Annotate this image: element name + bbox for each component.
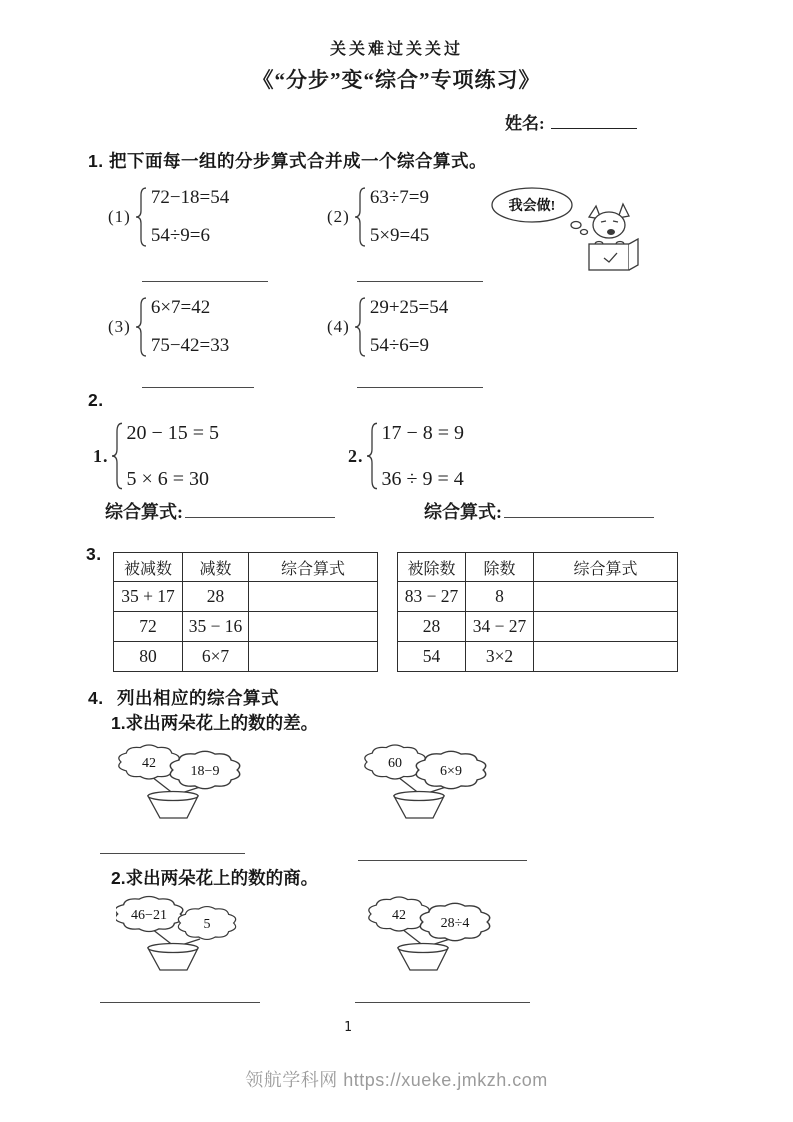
q2-answer-row-1	[105, 498, 335, 524]
cell: 80	[114, 642, 183, 672]
q2-item-1	[93, 421, 219, 491]
brace-icon	[353, 186, 367, 248]
table-header-row	[398, 553, 678, 582]
name-label: 姓名:	[505, 114, 545, 133]
flower-value: 42	[392, 908, 406, 923]
group-label: (4)	[327, 317, 350, 336]
cell-blank	[534, 642, 678, 672]
answer-blank-line	[100, 989, 260, 1003]
name-blank-line	[551, 114, 637, 129]
flower-pot-illustration	[366, 892, 496, 972]
brace-icon	[365, 421, 379, 491]
table-row	[114, 582, 378, 612]
answer-blank-line	[142, 268, 268, 282]
dog-icon	[589, 204, 629, 247]
q4-sub1-heading	[111, 710, 318, 735]
brace-icon	[134, 296, 148, 358]
q1-group-4	[327, 296, 448, 358]
q4-heading	[88, 685, 279, 710]
page-title: 《“分步”变“综合”专项练习》	[252, 68, 541, 92]
table-header-row	[114, 553, 378, 582]
q4-prompt: 列出相应的综合算式	[116, 688, 279, 708]
name-row	[505, 109, 637, 134]
flower-value: 46−21	[131, 908, 167, 923]
flower-value: 6×9	[440, 764, 462, 779]
answer-blank-line	[142, 374, 254, 388]
flower-pot-illustration	[116, 740, 246, 820]
brace-icon	[353, 296, 367, 358]
group-label: (1)	[108, 207, 131, 226]
answer-blank-line	[100, 840, 245, 854]
footer-watermark: 领航学科网 https://xueke.jmkzh.com	[245, 1070, 548, 1090]
equation: 17 − 8 = 9	[381, 422, 465, 444]
q1-group-2	[327, 186, 429, 248]
flower-value: 5	[203, 917, 211, 932]
q2-number: 2.	[88, 390, 104, 410]
sub-label: 1.	[111, 713, 126, 733]
page-slogan: 关关难过关关过	[329, 41, 463, 58]
flower-pot-illustration	[362, 740, 492, 820]
table-row	[114, 642, 378, 672]
cell: 35 + 17	[114, 582, 183, 612]
q2-answer-row-2	[424, 498, 654, 524]
equation: 36 ÷ 9 = 4	[381, 468, 464, 490]
group-label: (2)	[327, 207, 350, 226]
cell-blank	[534, 582, 678, 612]
q1-number: 1.	[88, 151, 104, 171]
sub-label: 2.	[111, 868, 126, 888]
table-row	[114, 612, 378, 642]
q4-number: 4.	[88, 688, 104, 708]
answer-blank-line	[504, 503, 654, 518]
cell: 34 − 27	[466, 612, 534, 642]
answer-label: 综合算式:	[424, 502, 502, 522]
header-cell: 综合算式	[534, 553, 678, 582]
division-table	[397, 552, 678, 672]
sub-prompt: 求出两朵花上的数的商。	[125, 868, 319, 888]
cell: 72	[114, 612, 183, 642]
answer-blank-line	[357, 374, 483, 388]
page-number: 1	[344, 1020, 352, 1035]
answer-blank-line	[358, 847, 527, 861]
brace-icon	[134, 186, 148, 248]
sub-prompt: 求出两朵花上的数的差。	[125, 713, 319, 733]
q1-prompt: 把下面每一组的分步算式合并成一个综合算式。	[108, 151, 487, 171]
cell: 28	[398, 612, 466, 642]
equation: 20 − 15 = 5	[126, 422, 220, 444]
cell: 3×2	[466, 642, 534, 672]
q3-number: 3.	[86, 544, 102, 564]
equation: 75−42=33	[150, 335, 230, 356]
cell: 83 − 27	[398, 582, 466, 612]
flower-pot-illustration	[116, 892, 246, 972]
flower-value: 60	[388, 756, 402, 771]
item-label: 2.	[348, 445, 364, 466]
box-icon	[589, 239, 638, 270]
thought-dot-icon	[581, 230, 588, 235]
equation: 6×7=42	[150, 297, 211, 318]
cell: 28	[183, 582, 249, 612]
cell-blank	[249, 582, 378, 612]
answer-blank-line	[355, 989, 530, 1003]
header-cell: 综合算式	[249, 553, 378, 582]
q1-group-1	[108, 186, 229, 248]
equation: 29+25=54	[369, 297, 449, 318]
answer-label: 综合算式:	[105, 502, 183, 522]
q2-heading	[88, 390, 104, 411]
group-label: (3)	[108, 317, 131, 336]
cell: 6×7	[183, 642, 249, 672]
thought-dot-icon	[571, 222, 581, 229]
header-cell: 被减数	[114, 553, 183, 582]
subtraction-table	[113, 552, 378, 672]
flower-value: 42	[142, 756, 156, 771]
equation: 72−18=54	[150, 187, 230, 208]
mascot-speech-text: 我会做!	[508, 199, 556, 214]
q1-heading	[88, 148, 487, 173]
equation: 54÷6=9	[369, 335, 429, 356]
cell-blank	[249, 612, 378, 642]
cell: 54	[398, 642, 466, 672]
cell-blank	[534, 612, 678, 642]
equation: 5 × 6 = 30	[126, 468, 210, 490]
brace-icon	[110, 421, 124, 491]
mascot-dog-illustration	[490, 183, 650, 273]
equation: 54÷9=6	[150, 225, 210, 246]
cell: 35 − 16	[183, 612, 249, 642]
q1-group-3	[108, 296, 229, 358]
header-cell: 减数	[183, 553, 249, 582]
table-row	[398, 582, 678, 612]
answer-blank-line	[185, 503, 335, 518]
header-cell: 被除数	[398, 553, 466, 582]
q3-heading	[86, 544, 102, 565]
flower-value: 28÷4	[440, 916, 470, 931]
item-label: 1.	[93, 445, 109, 466]
q4-sub2-heading	[111, 865, 318, 890]
header-cell: 除数	[466, 553, 534, 582]
cell: 8	[466, 582, 534, 612]
table-row	[398, 612, 678, 642]
table-row	[398, 642, 678, 672]
q2-item-2	[348, 421, 464, 491]
equation: 5×9=45	[369, 225, 430, 246]
flower-value: 18−9	[190, 764, 220, 779]
cell-blank	[249, 642, 378, 672]
equation: 63÷7=9	[369, 187, 429, 208]
answer-blank-line	[357, 268, 483, 282]
